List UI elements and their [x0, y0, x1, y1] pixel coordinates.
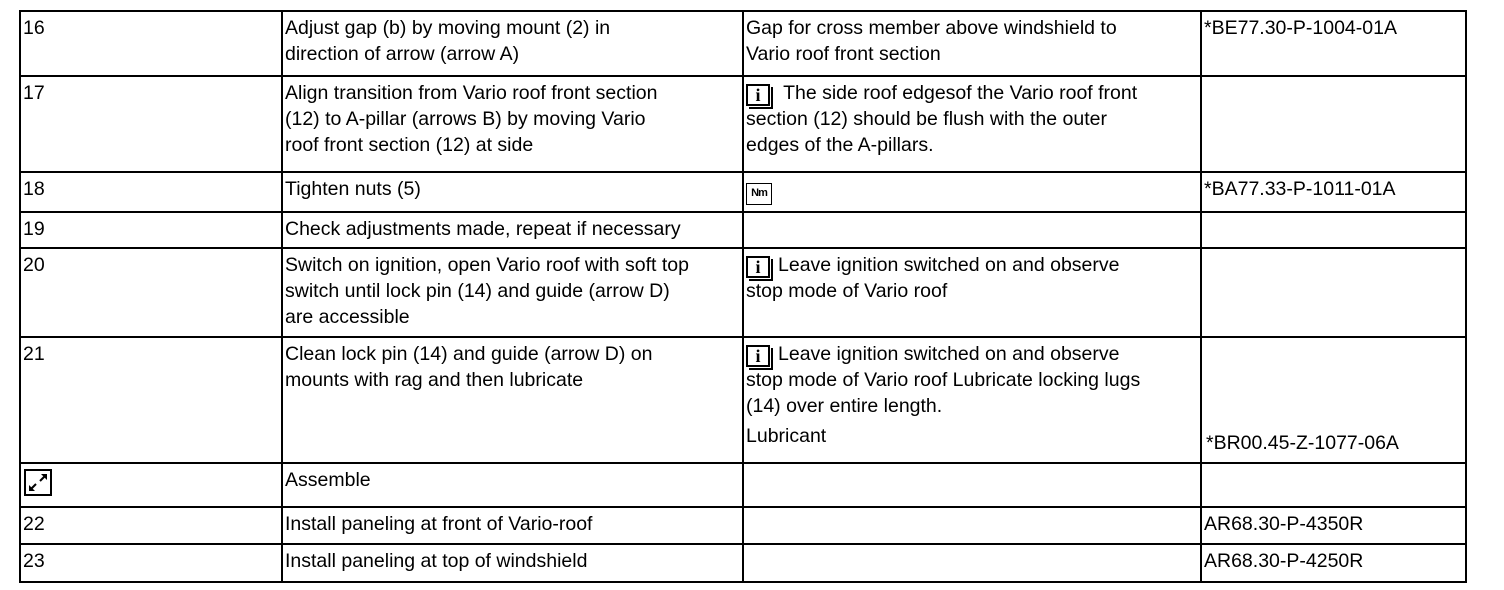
step-number: 21 — [23, 343, 45, 365]
info-icon[interactable]: i — [746, 256, 770, 278]
note-text: (14) over entire length. — [746, 395, 943, 417]
step-number: 22 — [23, 513, 45, 535]
step-number-cell — [20, 11, 282, 76]
reference-cell — [1201, 212, 1466, 248]
step-number-cell — [20, 544, 282, 582]
note-cell — [743, 463, 1201, 507]
note-text: edges of the A-pillars. — [746, 134, 934, 156]
table-row — [20, 11, 1466, 76]
reference-cell — [1201, 463, 1466, 507]
step-number: 16 — [23, 17, 45, 39]
action-cell — [282, 76, 743, 172]
note-cell — [743, 248, 1201, 337]
reference-cell — [1201, 248, 1466, 337]
action-cell — [282, 248, 743, 337]
procedure-table — [19, 10, 1467, 583]
note-text: section (12) should be flush with the outer — [746, 108, 1107, 130]
table-row — [20, 337, 1466, 463]
reference-cell — [1201, 337, 1466, 463]
action-text: Adjust gap (b) by moving mount (2) in — [285, 17, 611, 39]
action-cell — [282, 463, 743, 507]
note-text: Leave ignition switched on and observe — [778, 343, 1120, 365]
note-text: Vario roof front section — [746, 43, 941, 65]
reference-cell — [1201, 544, 1466, 582]
note-text: The side roof edgesof the Vario roof front — [778, 82, 1138, 104]
note-cell — [743, 337, 1201, 463]
assemble-icon[interactable] — [24, 469, 52, 496]
action-cell — [282, 11, 743, 76]
note-cell — [743, 76, 1201, 172]
document-reference-link[interactable]: *BA77.33-P-1011-01A — [1204, 178, 1396, 200]
step-number-cell — [20, 76, 282, 172]
step-number: 18 — [23, 178, 45, 200]
reference-cell — [1201, 507, 1466, 544]
action-text: are accessible — [285, 306, 410, 328]
action-cell — [282, 172, 743, 212]
step-number: 20 — [23, 254, 45, 276]
step-number-cell — [20, 337, 282, 463]
step-number-cell — [20, 248, 282, 337]
document-reference-link[interactable]: *BE77.30-P-1004-01A — [1204, 17, 1397, 39]
action-cell — [282, 507, 743, 544]
action-text: Switch on ignition, open Vario roof with soft top — [285, 254, 689, 276]
step-icon-cell — [20, 463, 282, 507]
document-reference-link[interactable]: AR68.30-P-4250R — [1204, 550, 1364, 572]
action-text: Install paneling at front of Vario-roof — [285, 513, 593, 535]
action-text: (12) to A-pillar (arrows B) by moving Vario — [285, 108, 646, 130]
action-text: direction of arrow (arrow A) — [285, 43, 520, 65]
action-text: Install paneling at top of windshield — [285, 550, 588, 572]
action-text: roof front section (12) at side — [285, 134, 534, 156]
action-text: Assemble — [285, 469, 371, 491]
note-text: stop mode of Vario roof — [746, 280, 948, 302]
table-row — [20, 212, 1466, 248]
reference-cell — [1201, 11, 1466, 76]
reference-cell — [1201, 76, 1466, 172]
note-cell — [743, 212, 1201, 248]
note-text: Gap for cross member above windshield to — [746, 17, 1117, 39]
table-row — [20, 172, 1466, 212]
note-cell — [743, 544, 1201, 582]
action-text: mounts with rag and then lubricate — [285, 369, 584, 391]
lubricant-label: Lubricant — [746, 425, 827, 447]
table-row — [20, 248, 1466, 337]
action-text: Tighten nuts (5) — [285, 178, 421, 200]
step-number: 23 — [23, 550, 45, 572]
action-cell — [282, 212, 743, 248]
table-row — [20, 507, 1466, 544]
step-number-cell — [20, 212, 282, 248]
action-text: switch until lock pin (14) and guide (arrow D) — [285, 280, 670, 302]
action-text: Clean lock pin (14) and guide (arrow D) on — [285, 343, 653, 365]
table-row — [20, 463, 1466, 507]
action-text: Align transition from Vario roof front section — [285, 82, 658, 104]
action-text: Check adjustments made, repeat if necessary — [285, 218, 681, 240]
reference-cell — [1201, 172, 1466, 212]
step-number: 17 — [23, 82, 45, 104]
note-cell — [743, 11, 1201, 76]
table-row — [20, 544, 1466, 582]
action-cell — [282, 337, 743, 463]
document-reference-link[interactable]: AR68.30-P-4350R — [1204, 513, 1364, 535]
step-number-cell — [20, 507, 282, 544]
note-cell — [743, 172, 1201, 212]
note-text: stop mode of Vario roof Lubricate locking lugs — [746, 369, 1141, 391]
action-cell — [282, 544, 743, 582]
info-icon[interactable]: i — [746, 84, 770, 106]
info-icon[interactable]: i — [746, 345, 770, 367]
note-cell — [743, 507, 1201, 544]
torque-nm-icon[interactable]: Nm — [746, 183, 772, 205]
table-row — [20, 76, 1466, 172]
note-text: Leave ignition switched on and observe — [778, 254, 1120, 276]
step-number: 19 — [23, 218, 45, 240]
document-reference-link[interactable]: *BR00.45-Z-1077-06A — [1206, 432, 1399, 454]
step-number-cell — [20, 172, 282, 212]
